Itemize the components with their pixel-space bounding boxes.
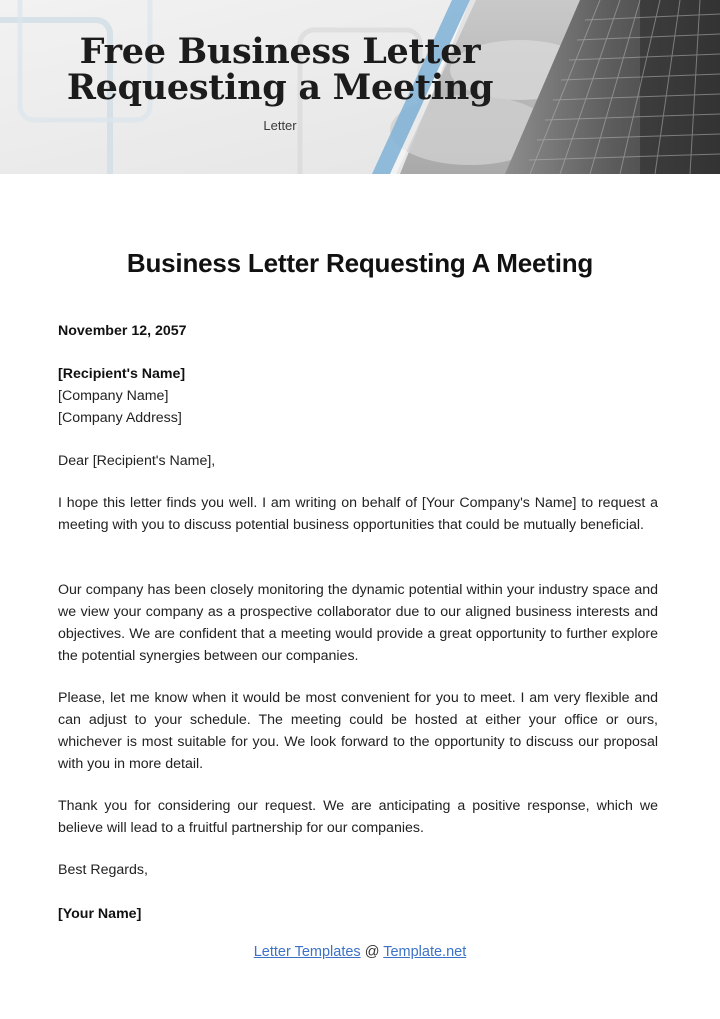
- footer: [0, 944, 720, 960]
- signature: [Your Name]: [58, 906, 142, 922]
- banner-subtitle: Letter: [263, 118, 297, 133]
- document-heading: Business Letter Requesting A Meeting: [126, 248, 594, 278]
- footer-separator: @: [364, 944, 380, 960]
- paragraph-3: Please, let me know when it would be most convenient for you to meet. I am very flexible and can adjust to your schedule. The meeting could be hosted at either your office or ours, whichever is most suitable for you. We look forward to the opportunity to discuss our proposal with you in more detail.: [58, 690, 658, 772]
- salutation: Dear [Recipient's Name],: [58, 453, 216, 469]
- recipient-block: [58, 363, 658, 429]
- letter-templates-link[interactable]: Letter Templates: [253, 944, 361, 960]
- template-net-link[interactable]: Template.net: [383, 944, 467, 960]
- paragraph-4: Thank you for considering our request. We are anticipating a positive response, which we believe will lead to a fruitful partnership for our companies.: [58, 798, 658, 836]
- banner-title-line-2: Requesting a Meeting: [66, 67, 494, 108]
- banner-title-line-1: Free Business Letter: [79, 31, 481, 72]
- closing: Best Regards,: [58, 862, 148, 878]
- recipient-address: [Company Address]: [58, 410, 182, 426]
- header-banner: [0, 0, 720, 174]
- recipient-company: [Company Name]: [58, 388, 169, 404]
- letter-date: November 12, 2057: [58, 323, 187, 339]
- paragraph-1: I hope this letter finds you well. I am writing on behalf of [Your Company's Name] to request a meeting with you to discuss potential business opportunities that could be mutually beneficial.: [58, 495, 658, 533]
- recipient-name: [Recipient's Name]: [58, 366, 186, 382]
- paragraph-2: Our company has been closely monitoring the dynamic potential within your industry space and we view your company as a prospective collaborator due to our aligned business interests and objectives. We are confident that a meeting would provide a great opportunity to further explore the potential synergies between our companies.: [58, 582, 658, 664]
- banner-title: [40, 31, 520, 108]
